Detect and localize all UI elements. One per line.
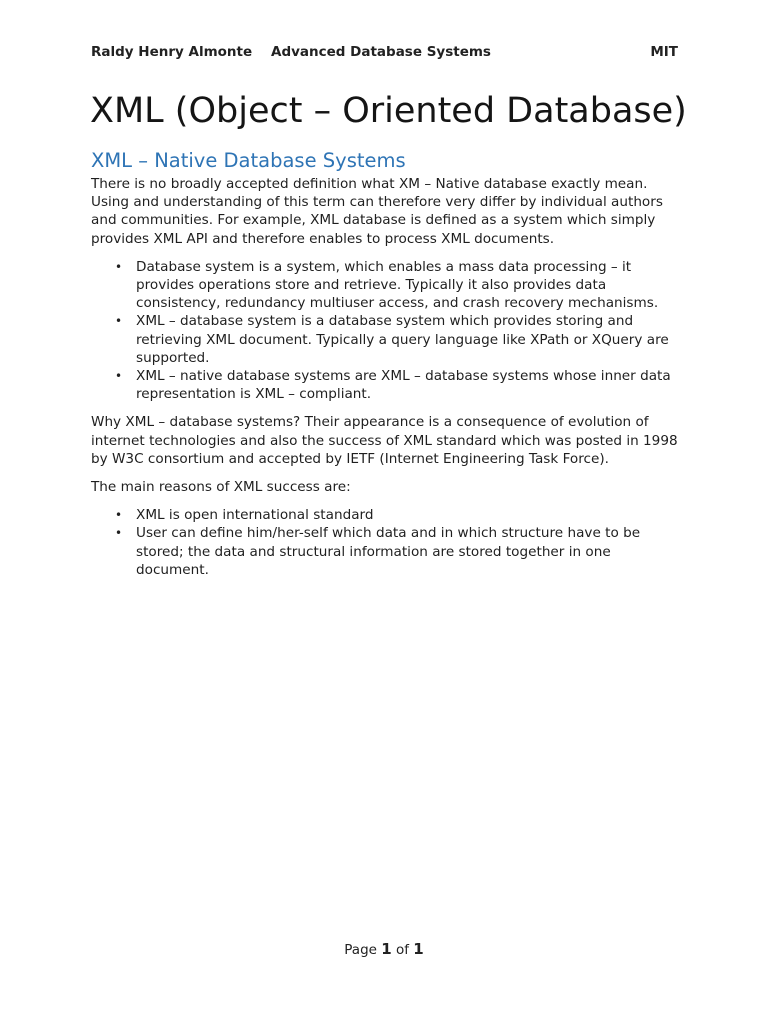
list-item-text: XML is open international standard: [136, 507, 374, 524]
list-item: [115, 312, 681, 367]
bullet-icon: •: [115, 369, 123, 384]
list-item-text: XML – native database systems are XML – database systems whose inner data representation is XML – compliant.: [136, 368, 671, 403]
reasons-paragraph: The main reasons of XML success are:: [91, 479, 351, 496]
list-item: [115, 524, 681, 579]
reasons-list: [91, 506, 681, 579]
list-item: [115, 367, 681, 403]
intro-paragraph: There is no broadly accepted definition what XM – Native database exactly mean. Using and understanding of this term can therefore very differ by individual authors and communities. For example, XML database is defined as a system which simply provides XML API and therefore enables to process XML documents.: [91, 176, 663, 247]
document-body: [91, 175, 681, 589]
page-label: Page: [344, 942, 377, 958]
of-label: of: [395, 942, 409, 958]
bullet-icon: •: [115, 526, 123, 541]
section-heading: XML – Native Database Systems: [91, 149, 406, 172]
list-item-text: Database system is a system, which enables a mass data processing – it provides operations store and retrieve. Typically it also provides data consistency, redundancy multiuser access, and crash recovery mechanisms.: [136, 258, 659, 312]
definitions-list: [91, 258, 681, 404]
header-author: Raldy Henry Almonte: [91, 44, 253, 60]
header-school: MIT: [650, 44, 678, 60]
total-pages-number: 1: [413, 940, 424, 958]
list-item: [115, 258, 681, 313]
header-course: Advanced Database Systems: [271, 44, 491, 60]
bullet-icon: •: [115, 259, 123, 274]
bullet-icon: •: [115, 508, 123, 523]
current-page-number: 1: [381, 940, 392, 958]
list-item-text: XML – database system is a database system which provides storing and retrieving XML document. Typically a query language like XPath or XQuery are supported.: [136, 313, 669, 366]
list-item: [115, 506, 681, 524]
document-title: XML (Object – Oriented Database): [90, 91, 687, 131]
bullet-icon: •: [115, 314, 123, 329]
page-header: [91, 44, 678, 64]
why-paragraph: Why XML – database systems? Their appearance is a consequence of evolution of internet technologies and also the success of XML standard which was posted in 1998 by W3C consortium and accepted by IETF (Internet Engineering Task Force).: [91, 414, 678, 467]
list-item-text: User can define him/her-self which data and in which structure have to be stored; the data and structural information are stored together in one document.: [136, 525, 641, 578]
page-footer: [0, 940, 768, 958]
